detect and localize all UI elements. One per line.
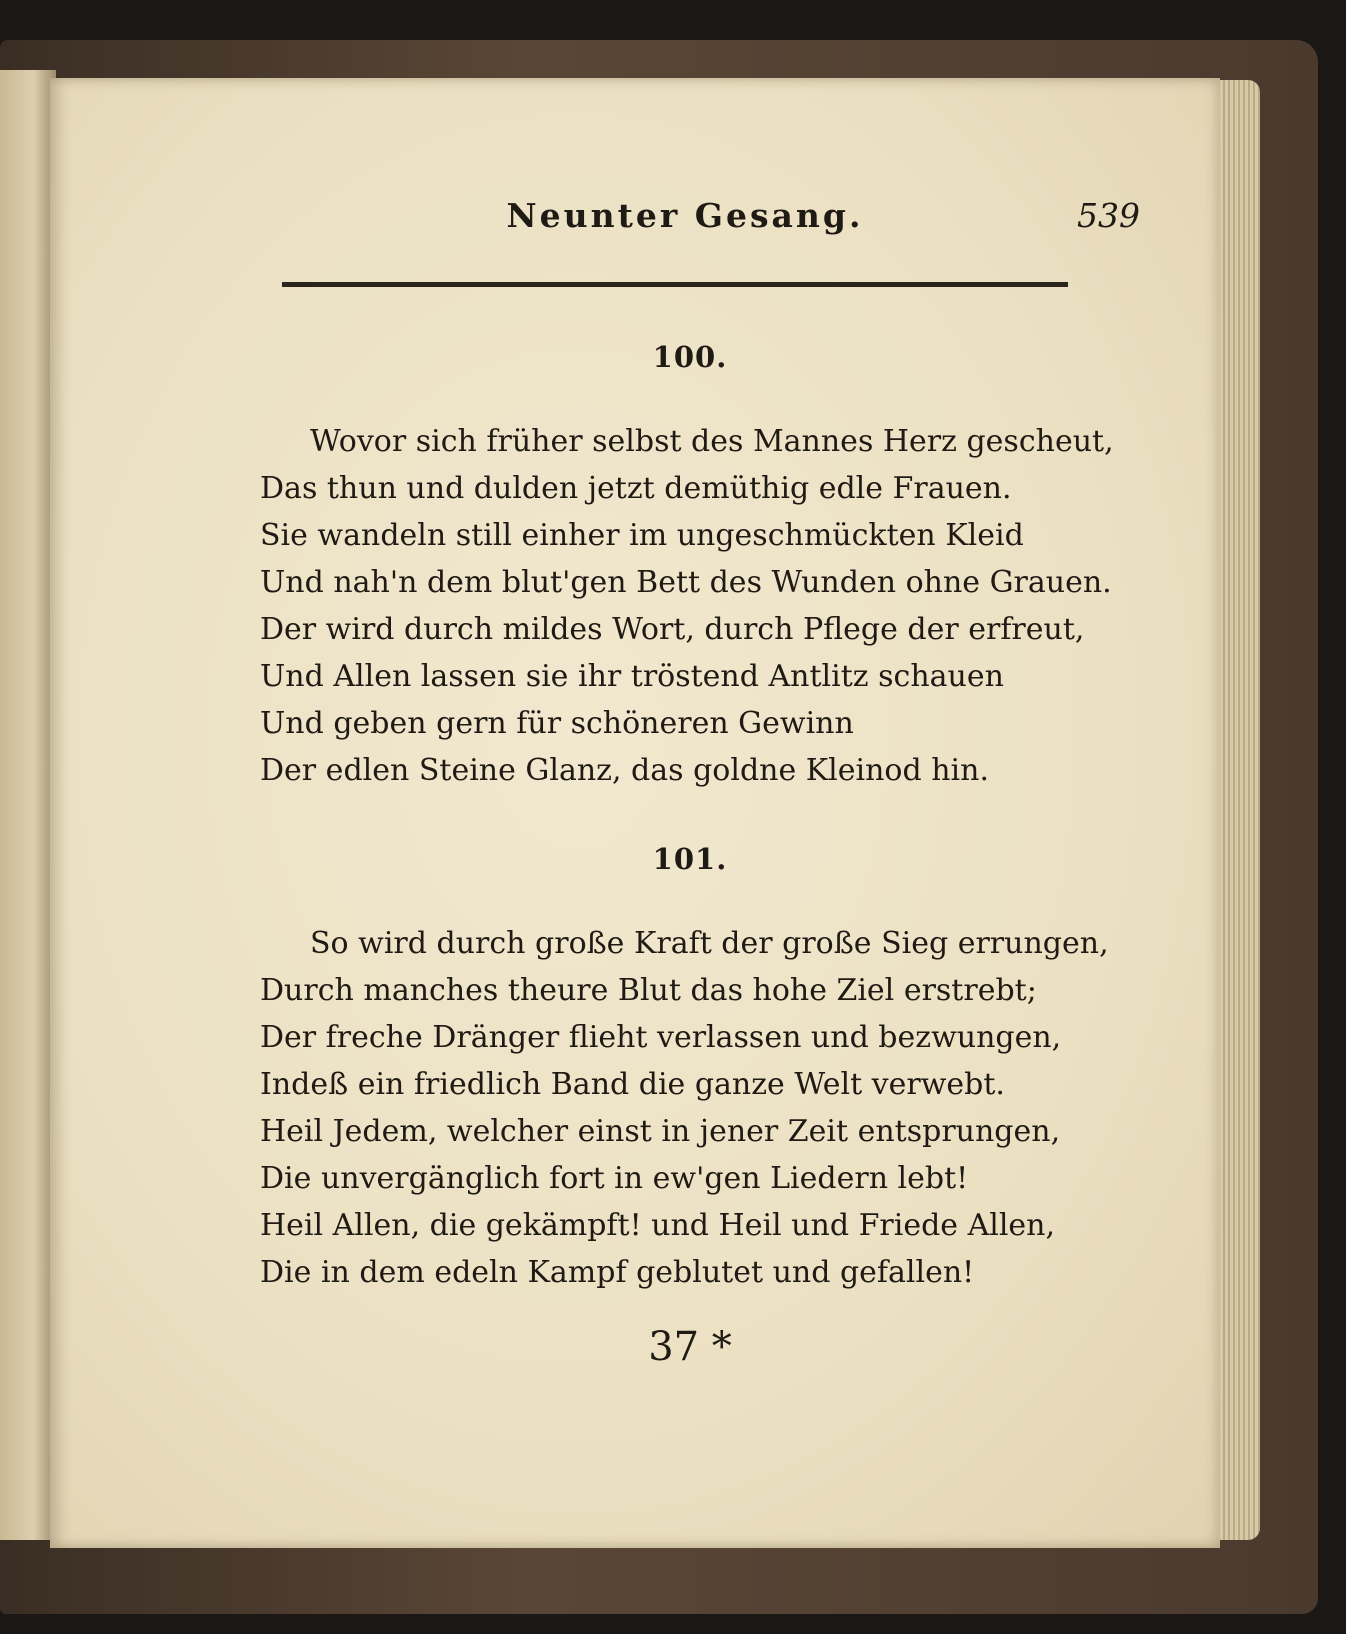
header-rule — [282, 282, 1068, 287]
signature-mark: 37 * — [648, 1324, 732, 1370]
stanza-number-101: 101. — [652, 842, 728, 876]
verse-line: Und Allen lassen sie ihr tröstend Antlitz schauen — [260, 659, 1004, 694]
verse-line: Heil Allen, die gekämpft! und Heil und Friede Allen, — [260, 1208, 1056, 1243]
stanza-101 — [260, 920, 1109, 1296]
verse-line: Der wird durch mildes Wort, durch Pflege der erfreut, — [260, 612, 1085, 647]
verse-line: Durch manches theure Blut das hohe Ziel erstrebt; — [260, 973, 1037, 1008]
book-page — [50, 78, 1220, 1548]
verse-line: Der edlen Steine Glanz, das goldne Kleinod hin. — [260, 753, 990, 788]
verse-line: Indeß ein friedlich Band die ganze Welt verwebt. — [260, 1067, 1005, 1102]
verse-line: So wird durch große Kraft der große Sieg errungen, — [310, 926, 1109, 961]
verse-line: Heil Jedem, welcher einst in jener Zeit entsprungen, — [260, 1114, 1061, 1149]
stanza-100 — [260, 418, 1114, 794]
verse-line: Und nah'n dem blut'gen Bett des Wunden ohne Grauen. — [260, 565, 1112, 600]
verse-line: Wovor sich früher selbst des Mannes Herz gescheut, — [310, 424, 1114, 459]
stanza-number-100: 100. — [652, 340, 728, 374]
verse-line: Die in dem edeln Kampf geblutet und gefallen! — [260, 1255, 975, 1290]
verse-line: Der freche Dränger flieht verlassen und bezwungen, — [260, 1020, 1062, 1055]
running-head: Neunter Gesang. — [506, 196, 864, 235]
page-number: 539 — [1077, 196, 1140, 235]
facing-page-edge — [0, 70, 56, 1540]
verse-line: Das thun und dulden jetzt demüthig edle Frauen. — [260, 471, 1012, 506]
verse-line: Die unvergänglich fort in ew'gen Liedern lebt! — [260, 1161, 969, 1196]
verse-line: Und geben gern für schöneren Gewinn — [260, 706, 854, 741]
verse-line: Sie wandeln still einher im ungeschmückten Kleid — [260, 518, 1024, 553]
